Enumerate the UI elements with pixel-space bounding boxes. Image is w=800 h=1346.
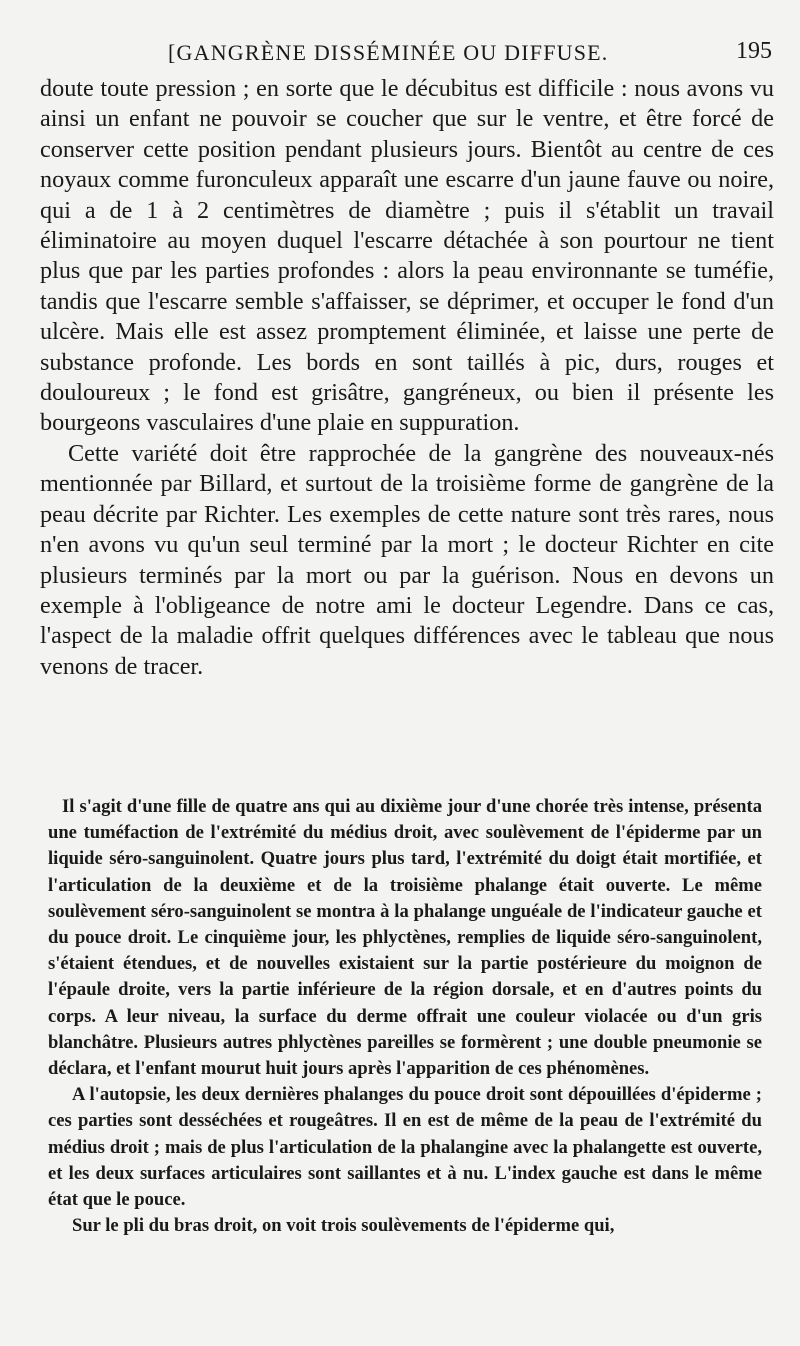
case-paragraph: Sur le pli du bras droit, on voit trois soulèvements de l'épiderme qui, [72,1215,615,1237]
running-title: [GANGRÈNE DISSÉMINÉE OU DIFFUSE. [168,40,609,65]
page-number: 195 [736,38,772,64]
paragraph: Cette variété doit être rapprochée de la gangrène des nouveaux-nés mentionnée par Billard, et surtout de la troisième forme de gangrène de la peau décrite par Richter. Les exemples de cette nature sont très rares, nous n'en avons vu qu'un seul terminé par la mort ; le docteur Richter en cite plusieurs terminés par la mort ou par la guérison. Nous en devons un exemple à l'obligeance de notre ami le docteur Legendre. Dans ce cas, l'aspect de la maladie offrit quelques différences avec le tableau que nous venons de tracer. [40,439,774,680]
main-text [40,74,774,682]
case-report [48,794,762,1239]
paragraph: doute toute pression ; en sorte que le décubitus est difficile : nous avons vu ainsi un enfant ne pouvoir se coucher que sur le ventre, et être forcé de conserver cette position pendant plusieurs jours. Bientôt au centre de ces noyaux comme furonculeux apparaît une escarre d'un jaune fauve ou noire, qui a de 1 à 2 centimètres de diamètre ; puis il s'établit un travail éliminatoire au moyen duquel l'escarre détachée à son pourtour ne tient plus que par les parties profondes : alors la peau environnante se tuméfie, tandis que l'escarre semble s'affaisser, se déprimer, et occuper le fond d'un ulcère. Mais elle est assez promptement éliminée, et laisse une perte de substance profonde. Les bords en sont taillés à pic, durs, rouges et douloureux ; le fond est grisâtre, gangréneux, ou bien il présente les bourgeons vasculaires d'une plaie en suppuration. [40,75,774,437]
page-header [168,38,772,68]
case-paragraph: Il s'agit d'une fille de quatre ans qui au dixième jour d'une chorée très intense, présenta une tuméfaction de l'extrémité du médius droit, avec soulèvement de l'épiderme par un liquide séro-sanguinolent. Quatre jours plus tard, l'extrémité du doigt était mortifiée, et l'articulation de la deuxième et de la troisième phalange était ouverte. Le même soulèvement séro-sanguinolent se montra à la phalange unguéale de l'indicateur gauche et du pouce droit. Le cinquième jour, les phlyctènes, remplies de liquide séro-sanguinolent, s'étaient étendues, et de nouvelles existaient sur la partie postérieure du moignon de l'épaule droite, vers la partie inférieure de la région dorsale, et en d'autres points du corps. A leur niveau, la surface du derme offrait une couleur violacée ou d'un gris blanchâtre. Plusieurs autres phlyctènes pareilles se formèrent ; une double pneumonie se déclara, et l'enfant mourut huit jours après l'apparition de ces phénomènes. [48,796,762,1080]
case-paragraph: A l'autopsie, les deux dernières phalanges du pouce droit sont dépouillées d'épiderme ; ces parties sont desséchées et rougeâtres. Il en est de même de la peau de l'extrémité du médius droit ; mais de plus l'articulation de la phalangine avec la phalangette est ouverte, et les deux surfaces articulaires sont saillantes et à nu. L'index gauche est dans le même état que le pouce. [48,1084,762,1211]
